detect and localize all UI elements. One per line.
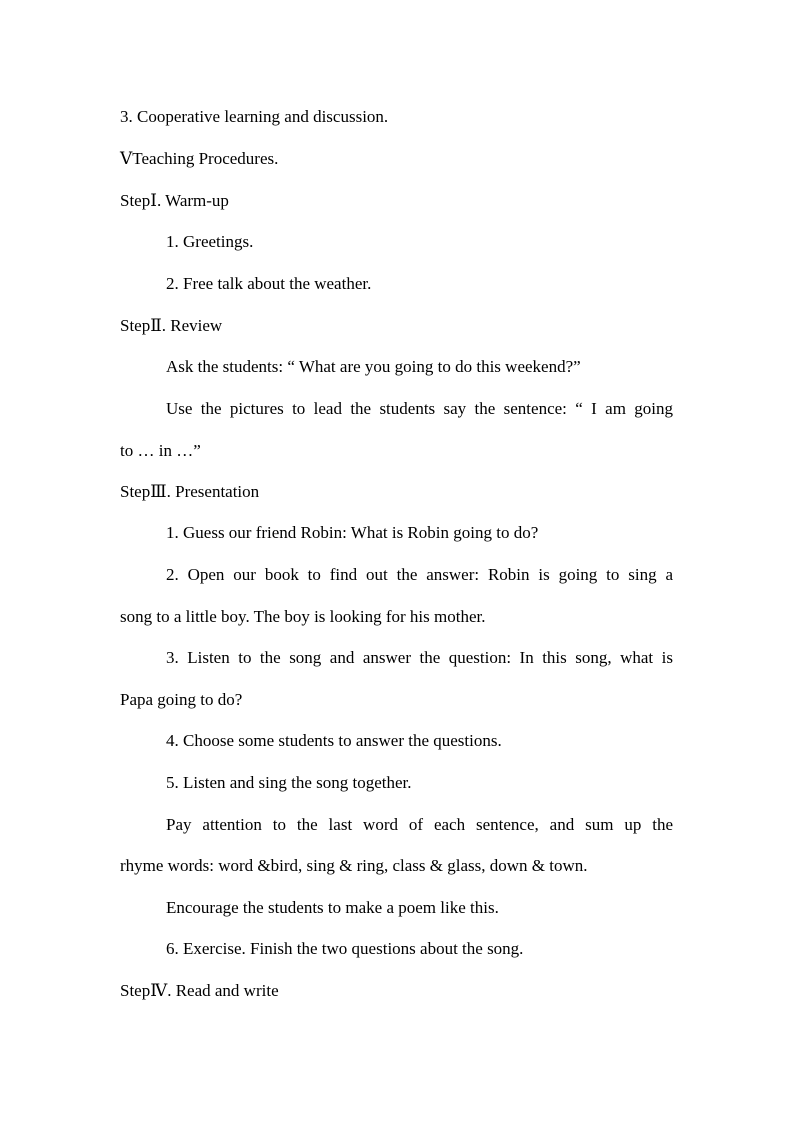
rhyme-instruction-line-1: Pay attention to the last word of each sentence, and sum up the <box>166 815 673 834</box>
review-instruction-line-2: to … in …” <box>120 441 201 460</box>
step-3-heading: StepⅢ. Presentation <box>120 482 260 501</box>
presentation-item-1: 1. Guess our friend Robin: What is Robin going to do? <box>166 523 539 542</box>
review-instruction-line-1: Use the pictures to lead the students say the sentence: “ I am going <box>166 399 673 418</box>
review-question: Ask the students: “ What are you going to do this weekend?” <box>166 357 581 376</box>
section-heading-teaching-procedures: ⅤTeaching Procedures. <box>120 149 279 168</box>
poem-instruction: Encourage the students to make a poem like this. <box>166 898 499 917</box>
presentation-item-3-line-2: Papa going to do? <box>120 690 243 709</box>
step-4-heading: StepⅣ. Read and write <box>120 981 279 1000</box>
presentation-item-5: 5. Listen and sing the song together. <box>166 773 412 792</box>
objective-item-3: 3. Cooperative learning and discussion. <box>120 107 389 126</box>
presentation-item-6: 6. Exercise. Finish the two questions about the song. <box>166 939 524 958</box>
presentation-item-2-line-2: song to a little boy. The boy is looking for his mother. <box>120 607 486 626</box>
step-2-heading: StepⅡ. Review <box>120 316 223 335</box>
warmup-item-2: 2. Free talk about the weather. <box>166 274 372 293</box>
presentation-item-3-line-1: 3. Listen to the song and answer the question: In this song, what is <box>166 648 673 667</box>
rhyme-instruction-line-2: rhyme words: word &bird, sing & ring, class & glass, down & town. <box>120 856 588 875</box>
warmup-item-1: 1. Greetings. <box>166 232 254 251</box>
step-1-heading: StepⅠ. Warm-up <box>120 191 229 210</box>
presentation-item-4: 4. Choose some students to answer the questions. <box>166 731 502 750</box>
presentation-item-2-line-1: 2. Open our book to find out the answer: Robin is going to sing a <box>166 565 673 584</box>
